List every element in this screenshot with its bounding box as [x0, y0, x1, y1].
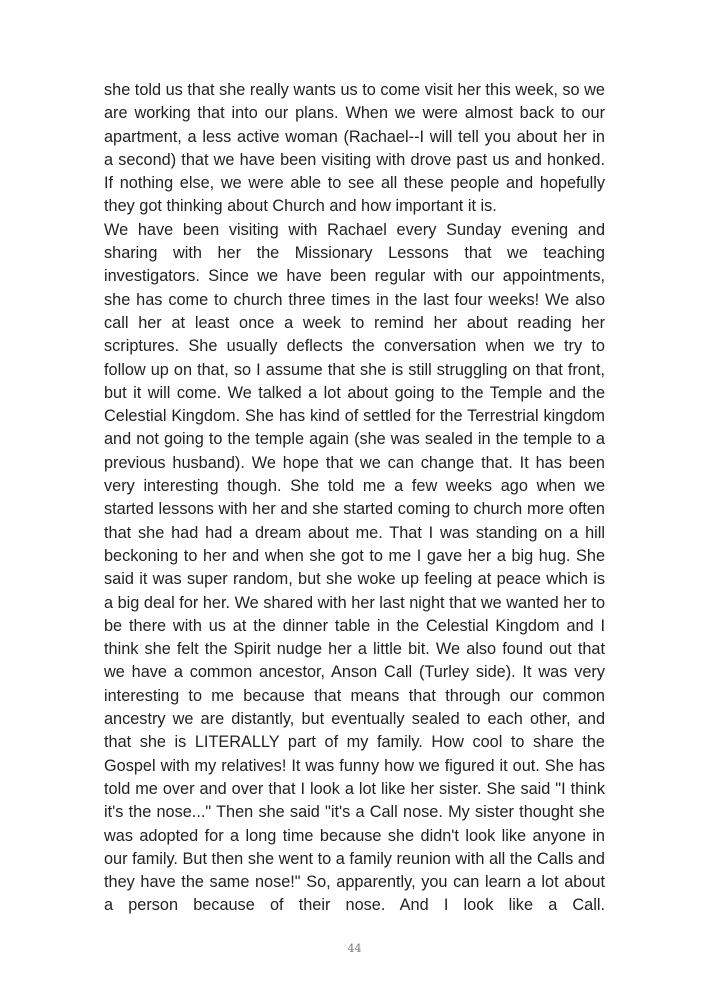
body-text	[104, 79, 605, 918]
paragraph-2: We have been visiting with Rachael every Sunday evening and sharing with her the Missionary Lessons that we teaching investigators. Since we have been regular with our appointments, she has come to church three times in the last four weeks! We also call her at least once a week to remind her about reading her scriptures. She usually deflects the conversation when we try to follow up on that, so I assume that she is still struggling on that front, but it will come. We talked a lot about going to the Temple and the Celestial Kingdom. She has kind of settled for the Terrestrial kingdom and not going to the temple again (she was sealed in the temple to a previous husband). We hope that we can change that. It has been very interesting though. She told me a few weeks ago when we started lessons with her and she started coming to church more often that she had had a dream about me. That I was standing on a hill beckoning to her and when she got to me I gave her a big hug. She said it was super random, but she woke up feeling at peace which is a big deal for her. We shared with her last night that we wanted her to be there with us at the dinner table in the Celestial Kingdom and I think she felt the Spirit nudge her a little bit. We also found out that we have a common ancestor, Anson Call (Turley side). It was very interesting to me because that means that through our common ancestry we are distantly, but eventually sealed to each other, and that she is LITERALLY part of my family. How cool to share the Gospel with my relatives! It was funny how we figured it out. She has told me over and over that I look a lot like her sister. She said "I think it's the nose..." Then she said "it's a Call nose. My sister thought she was adopted for a long time because she didn't look like anyone in our family. But then she went to a family reunion with all the Calls and they have the same nose!" So, apparently, you can learn a lot about a person because of their nose. And I look like a Call.	[104, 220, 605, 915]
paragraph-1: she told us that she really wants us to come visit her this week, so we are working that into our plans. When we were almost back to our apartment, a less active woman (Rachael--I will tell you about her in a second) that we have been visiting with drove past us and honked. If nothing else, we were able to see all these people and hopefully they got thinking about Church and how important it is.	[104, 81, 605, 216]
page-number: 44	[347, 942, 362, 955]
